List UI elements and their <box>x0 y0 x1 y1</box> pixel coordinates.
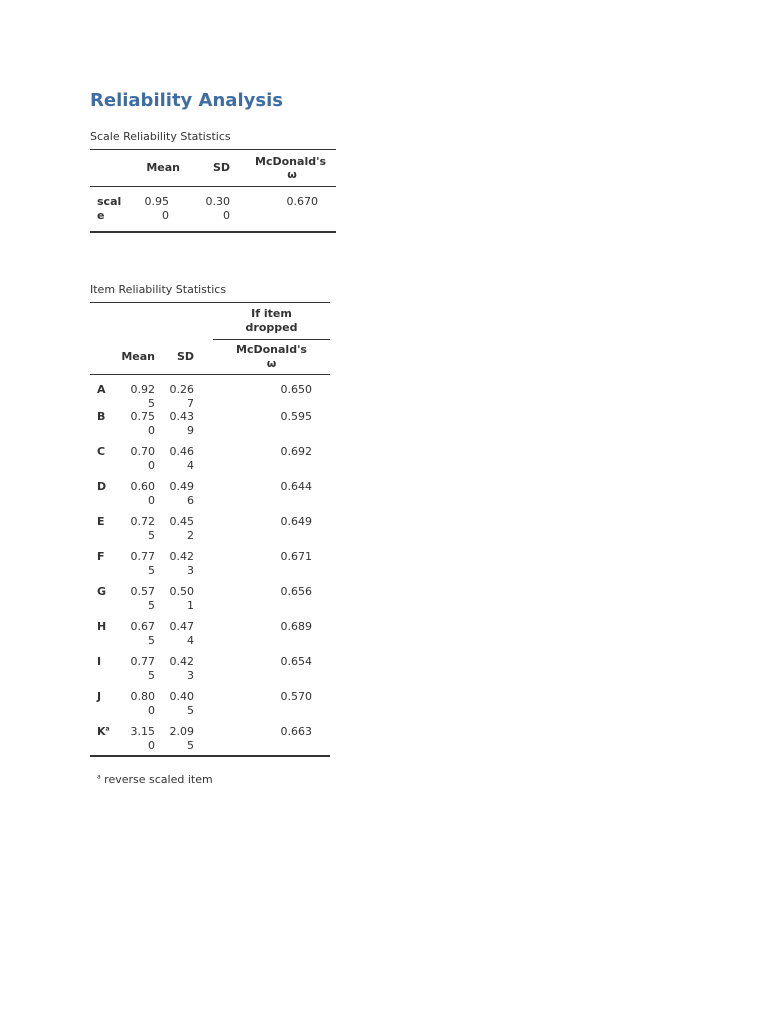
sd-cell-line1: 2.09 <box>169 725 194 738</box>
sd-cell <box>155 445 213 480</box>
row-label-text: K <box>97 725 106 738</box>
table-row <box>90 445 330 480</box>
omega-header-line2: ω <box>266 357 277 370</box>
mean-cell <box>118 725 155 756</box>
mean-cell-line1: 0.95 <box>144 195 169 208</box>
row-label-text: G <box>97 585 107 598</box>
table-row <box>90 585 330 620</box>
mean-cell-line2: 5 <box>148 396 155 410</box>
sd-cell-line1: 0.46 <box>169 445 194 458</box>
row-label-text: E <box>97 515 105 528</box>
sd-cell-line1: 0.26 <box>169 383 194 396</box>
mean-cell <box>132 187 180 233</box>
sd-cell-line1: 0.45 <box>169 515 194 528</box>
mean-cell-line2: 5 <box>148 633 155 647</box>
table-row <box>90 550 330 585</box>
mean-cell-line1: 0.72 <box>130 515 155 528</box>
mean-cell-line2: 0 <box>148 738 155 752</box>
footnote <box>97 773 213 786</box>
sd-cell-line1: 0.43 <box>169 410 194 423</box>
mean-cell-line1: 0.67 <box>130 620 155 633</box>
sd-cell-line1: 0.42 <box>169 655 194 668</box>
row-label <box>90 725 118 756</box>
omega-cell: 0.692 <box>280 445 312 458</box>
mean-cell <box>118 620 155 655</box>
group-header-line2: dropped <box>245 321 298 334</box>
mean-cell-line2: 0 <box>148 493 155 507</box>
mean-cell <box>118 410 155 445</box>
mean-cell-line1: 0.77 <box>130 550 155 563</box>
omega-cell: 0.650 <box>280 383 312 396</box>
table-row <box>90 410 330 445</box>
row-label <box>90 515 118 550</box>
sd-cell <box>155 550 213 585</box>
mean-cell <box>118 550 155 585</box>
sd-cell-line2: 3 <box>187 563 194 577</box>
mean-cell-line1: 0.77 <box>130 655 155 668</box>
table-header-row <box>90 340 330 375</box>
sd-cell <box>180 187 230 233</box>
mean-cell-line2: 0 <box>148 458 155 472</box>
mean-cell <box>118 515 155 550</box>
row-label-text: D <box>97 480 107 493</box>
row-label-header <box>90 150 132 187</box>
scale-reliability-table <box>90 149 336 233</box>
sd-cell <box>155 620 213 655</box>
sd-cell-line2: 4 <box>187 458 194 472</box>
omega-cell: 0.670 <box>286 195 318 208</box>
sd-cell <box>155 585 213 620</box>
row-label-text: B <box>97 410 106 423</box>
sd-cell-line2: 1 <box>187 598 194 612</box>
mean-cell-line1: 0.70 <box>130 445 155 458</box>
item-reliability-table <box>90 302 330 757</box>
mean-header: Mean <box>146 161 180 175</box>
scale-table-caption: Scale Reliability Statistics <box>90 130 231 143</box>
row-label <box>90 375 118 411</box>
row-label <box>90 410 118 445</box>
sd-cell-line1: 0.50 <box>169 585 194 598</box>
row-label <box>90 585 118 620</box>
sd-cell-line1: 0.40 <box>169 690 194 703</box>
row-label-line1: scal <box>97 195 122 208</box>
mean-cell-line2: 5 <box>148 563 155 577</box>
row-label-marker: a <box>105 725 110 733</box>
mean-cell-line1: 0.57 <box>130 585 155 598</box>
row-label <box>90 550 118 585</box>
row-label-line2: e <box>97 208 105 222</box>
omega-cell: 0.656 <box>280 585 312 598</box>
mean-cell-line2: 0 <box>148 423 155 437</box>
mean-cell <box>118 445 155 480</box>
row-label <box>90 445 118 480</box>
omega-cell: 0.649 <box>280 515 312 528</box>
table-row <box>90 655 330 690</box>
row-label <box>90 187 132 233</box>
table-row <box>90 620 330 655</box>
omega-header-line1: McDonald's <box>236 343 307 356</box>
mean-cell-line1: 0.92 <box>130 383 155 396</box>
row-label-text: F <box>97 550 105 563</box>
sd-cell <box>155 515 213 550</box>
row-label <box>90 655 118 690</box>
omega-cell: 0.671 <box>280 550 312 563</box>
mean-cell <box>118 690 155 725</box>
mean-cell-line2: 5 <box>148 598 155 612</box>
sd-cell-line2: 5 <box>187 703 194 717</box>
sd-cell-line2: 0 <box>223 208 230 222</box>
row-label-header <box>90 340 118 375</box>
mean-cell <box>118 375 155 411</box>
row-label <box>90 690 118 725</box>
omega-header-line2: ω <box>287 168 297 181</box>
omega-cell: 0.654 <box>280 655 312 668</box>
mean-cell-line1: 0.80 <box>130 690 155 703</box>
mean-cell-line2: 5 <box>148 528 155 542</box>
mean-cell-line2: 5 <box>148 668 155 682</box>
omega-header <box>230 150 336 187</box>
item-table-caption: Item Reliability Statistics <box>90 283 227 296</box>
sd-cell-line1: 0.42 <box>169 550 194 563</box>
table-row <box>90 515 330 550</box>
sd-cell-line2: 5 <box>187 738 194 752</box>
table-header-row <box>90 150 336 187</box>
sd-cell-line2: 9 <box>187 423 194 437</box>
mean-cell <box>118 480 155 515</box>
table-row <box>90 690 330 725</box>
mean-header: Mean <box>118 340 155 375</box>
sd-cell-line1: 0.49 <box>169 480 194 493</box>
sd-cell-line2: 7 <box>187 396 194 410</box>
if-item-dropped-header <box>213 303 330 340</box>
table-row <box>90 480 330 515</box>
mean-cell-line1: 3.15 <box>130 725 155 738</box>
omega-header <box>213 340 330 375</box>
sd-cell <box>155 725 213 756</box>
mean-cell-line2: 0 <box>148 703 155 717</box>
sd-cell-line2: 6 <box>187 493 194 507</box>
footnote-marker: a <box>97 773 101 781</box>
sd-cell-line2: 4 <box>187 633 194 647</box>
row-label-text: I <box>97 655 102 668</box>
sd-cell-line2: 3 <box>187 668 194 682</box>
omega-cell: 0.644 <box>280 480 312 493</box>
group-header-line1: If item <box>251 307 292 320</box>
mean-cell-line2: 0 <box>162 208 169 222</box>
omega-cell: 0.663 <box>280 725 312 738</box>
omega-cell: 0.595 <box>280 410 312 423</box>
sd-cell <box>155 655 213 690</box>
sd-header: SD <box>155 340 213 375</box>
table-row <box>90 725 330 756</box>
row-label-text: J <box>97 690 102 703</box>
sd-cell <box>155 480 213 515</box>
mean-cell-line1: 0.60 <box>130 480 155 493</box>
sd-cell-line1: 0.47 <box>169 620 194 633</box>
row-label-text: A <box>97 383 106 396</box>
omega-header-line1: McDonald's <box>255 154 326 168</box>
omega-cell: 0.570 <box>280 690 312 703</box>
sd-cell <box>155 690 213 725</box>
page-title: Reliability Analysis <box>90 90 283 111</box>
sd-header: SD <box>212 161 230 175</box>
row-label <box>90 480 118 515</box>
sd-cell <box>155 375 213 411</box>
sd-cell-line2: 2 <box>187 528 194 542</box>
mean-cell <box>118 585 155 620</box>
row-label <box>90 620 118 655</box>
footnote-text: reverse scaled item <box>100 773 213 786</box>
omega-cell: 0.689 <box>280 620 312 633</box>
table-row <box>90 187 336 233</box>
table-row <box>90 375 330 411</box>
sd-cell <box>155 410 213 445</box>
row-label-text: H <box>97 620 107 633</box>
mean-cell <box>118 655 155 690</box>
row-label-text: C <box>97 445 106 458</box>
mean-cell-line1: 0.75 <box>130 410 155 423</box>
sd-cell-line1: 0.30 <box>205 195 230 208</box>
